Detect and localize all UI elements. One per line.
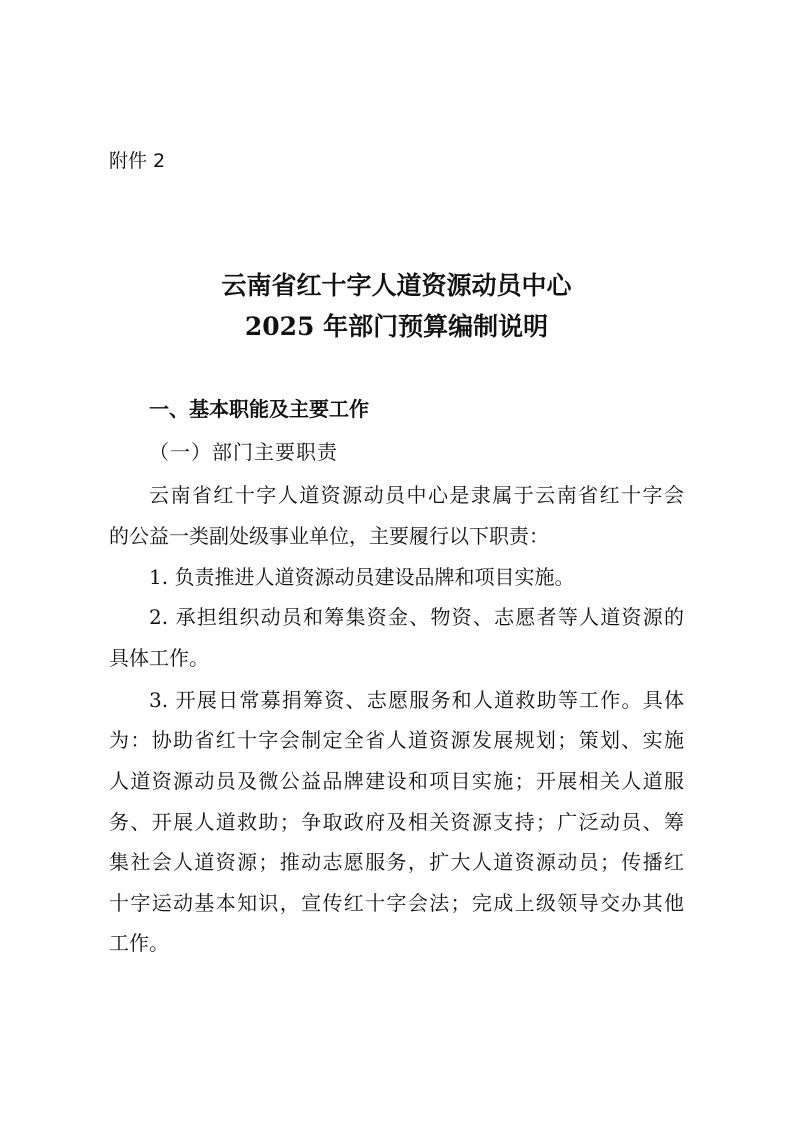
- document-title-line-1: 云南省红十字人道资源动员中心: [221, 271, 572, 300]
- paragraph-line: 的公益一类副处级事业单位，主要履行以下职责：: [109, 524, 549, 548]
- list-item-2-line: 具体工作。: [109, 646, 209, 670]
- list-item-3-line: 务、开展人道救助；争取政府及相关资源支持；广泛动员、筹: [109, 810, 684, 834]
- attachment-label: 附件 2: [109, 150, 166, 172]
- subsection-heading: （一）部门主要职责: [149, 440, 338, 464]
- document-title-line-2: 2025 年部门预算编制说明: [244, 312, 549, 341]
- list-item-3-line: 3. 开展日常募捐筹资、志愿服务和人道救助等工作。具体: [149, 688, 684, 712]
- paragraph-line: 云南省红十字人道资源动员中心是隶属于云南省红十字会: [149, 483, 684, 507]
- list-item-3-line: 为：协助省红十字会制定全省人道资源发展规划；策划、实施: [109, 728, 684, 752]
- section-heading: 一、基本职能及主要工作: [149, 397, 369, 421]
- list-item-1: 1. 负责推进人道资源动员建设品牌和项目实施。: [149, 565, 575, 589]
- list-item-3-line: 人道资源动员及微公益品牌建设和项目实施；开展相关人道服: [109, 769, 684, 793]
- list-item-3-line: 集社会人道资源；推动志愿服务，扩大人道资源动员；传播红: [109, 850, 684, 874]
- list-item-3-line: 工作。: [109, 931, 169, 955]
- list-item-3-line: 十字运动基本知识，宣传红十字会法；完成上级领导交办其他: [109, 891, 684, 915]
- list-item-2-line: 2. 承担组织动员和筹集资金、物资、志愿者等人道资源的: [149, 605, 684, 629]
